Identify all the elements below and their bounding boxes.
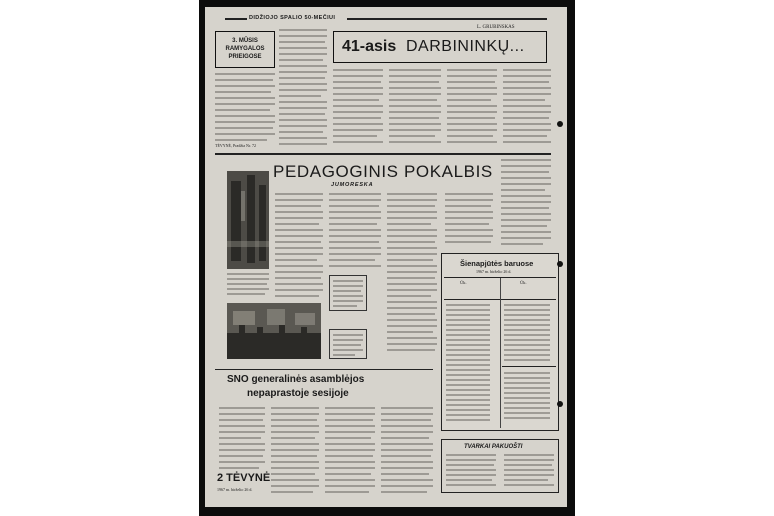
header-right-author: L. GRUBINSKAS <box>477 25 515 30</box>
binder-hole <box>557 261 563 267</box>
photo-crowd <box>227 303 321 359</box>
tvarkai-box <box>441 439 559 493</box>
banner-rule-left <box>225 18 247 20</box>
photo-trees <box>227 171 269 269</box>
footer-logo: 2 TĖVYNĖ <box>217 472 271 484</box>
bottom-separator <box>215 369 433 370</box>
header-left-box <box>215 31 275 68</box>
harvest-table <box>441 253 559 431</box>
bottom-title-line2: nepaprastoje sesijoje <box>247 388 349 399</box>
newspaper-page <box>205 7 567 507</box>
binder-hole <box>557 401 563 407</box>
header-right-title-light: DARBININKŲ... <box>406 38 525 55</box>
section-separator <box>215 153 551 155</box>
header-left-title: 3. MŪSIS RAMYGALOS PRIEIGOSE <box>225 38 265 60</box>
header-right-title-bold: 41-asis <box>342 38 397 55</box>
bottom-title-line1: SNO generalinės asamblėjos <box>227 374 365 385</box>
binder-hole <box>557 121 563 127</box>
note-box <box>329 329 367 359</box>
table-title: Šienapjūtės baruose <box>460 259 534 268</box>
banner-rule-right <box>347 18 547 20</box>
table-subtitle: 1967 m. birželio 26 d. <box>476 269 512 274</box>
header-right-box <box>333 31 547 63</box>
tvarkai-title: TVARKAI PAKUOŠTI <box>464 444 523 450</box>
footer-date: 1967 m. birželio 26 d. <box>217 487 253 492</box>
section-subtitle: JUMORESKA <box>331 182 374 188</box>
table-col-right: Ūk. <box>520 280 527 285</box>
note-box <box>329 275 367 311</box>
header-left-footer: TĖVYNĖ, Pradžia Nr. 72 <box>215 143 256 148</box>
banner-text: DIDŽIOJO SPALIO 50-MEČIUI <box>249 15 336 21</box>
table-col-left: Ūk. <box>460 280 467 285</box>
section-title: PEDAGOGINIS POKALBIS <box>273 162 493 181</box>
